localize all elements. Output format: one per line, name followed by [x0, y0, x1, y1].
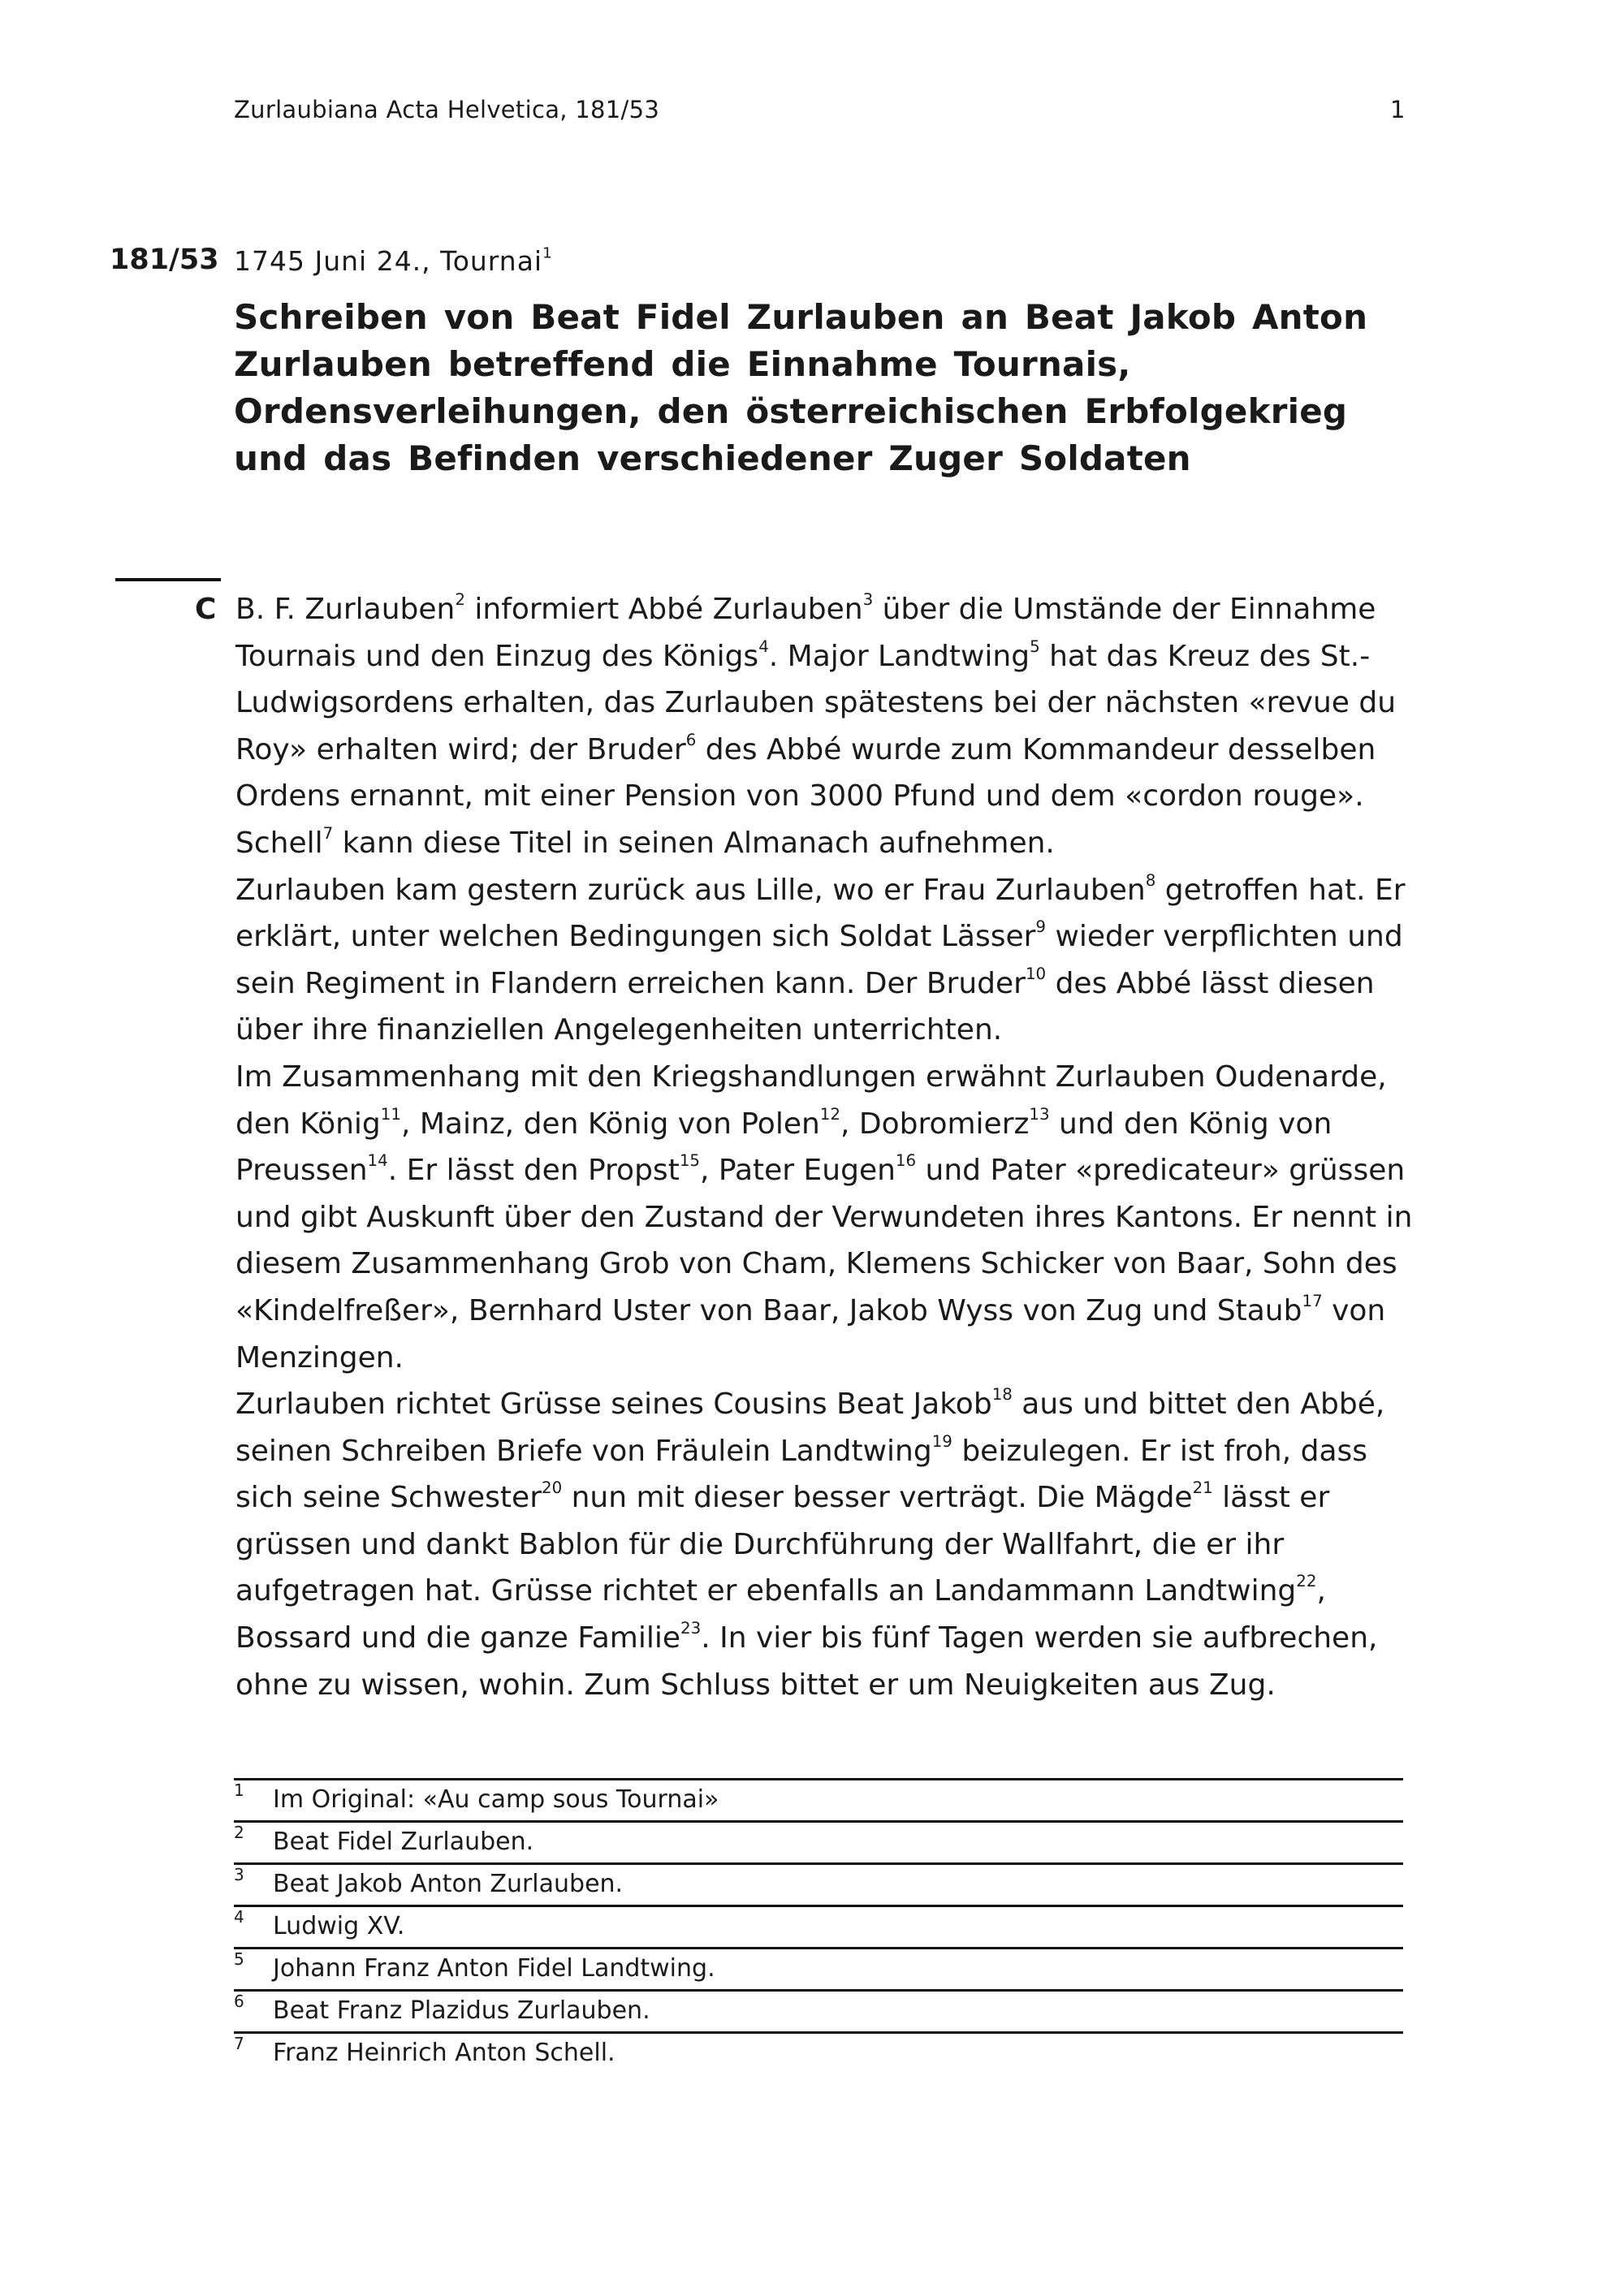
footnote-ref[interactable]: 8	[1145, 870, 1156, 890]
footnote	[234, 1989, 1403, 2031]
summary-text: und Pater «predicateur» grüssen und gibt Auskunft über den Zustand der Verwundeten ihres Kantons. Er nennt in diesem Zusammenhang Grob von Cham, Klemens Schicker von Baar, Sohn des «Kindelfreßer», Bernhard Uster von Baar, Jakob Wyss von Zug und Staub	[235, 1154, 1413, 1327]
footnote-ref[interactable]: 15	[679, 1151, 700, 1171]
summary-text: B. F. Zurlauben	[235, 593, 456, 626]
summary-text: und den König von Preussen	[235, 1107, 1332, 1188]
footnote	[234, 1862, 1403, 1905]
summary-text: hat das Kreuz des St.-Ludwigsordens erhalten, das Zurlauben spätestens bei der nächsten «revue du Roy» erhalten wird; der Bruder	[235, 639, 1397, 766]
summary-text: kann diese Titel in seinen Almanach aufnehmen.	[333, 826, 1055, 860]
footnote-mark: 5	[234, 1949, 244, 1969]
summary-text: , Mainz, den König von Polen	[400, 1107, 820, 1141]
entry-date	[234, 245, 553, 277]
entry-number: 181/53	[110, 244, 219, 276]
summary-text: , Dobromierz	[840, 1107, 1030, 1141]
summary-text: , Bossard und die ganze Familie	[235, 1574, 1326, 1655]
running-head: Zurlaubiana Acta Helvetica, 181/53	[234, 96, 660, 123]
footnote-ref[interactable]: 3	[862, 590, 874, 610]
summary-paragraph	[235, 1381, 1421, 1708]
footnote-ref[interactable]: 21	[1192, 1478, 1213, 1498]
summary-text: . Er lässt den Propst	[387, 1154, 680, 1188]
source-letter: C	[195, 593, 217, 626]
footnote-ref[interactable]: 9	[1035, 917, 1047, 937]
footnote-mark: 1	[234, 1780, 244, 1800]
footnote-ref[interactable]: 18	[991, 1385, 1013, 1405]
footnote-ref[interactable]: 6	[685, 730, 697, 749]
entry-date-text: 1745 Juni 24., Tournai	[234, 245, 543, 277]
footnote-mark: 6	[234, 1992, 244, 2011]
footnote-mark: 7	[234, 2034, 244, 2053]
footnote-ref[interactable]: 19	[931, 1431, 952, 1451]
footnote-ref[interactable]: 1	[542, 244, 553, 262]
summary-text: nun mit dieser besser verträgt. Die Mägde	[562, 1481, 1193, 1515]
footnote-mark: 2	[234, 1823, 244, 1842]
footnotes	[234, 1778, 1403, 2074]
summary-paragraph	[235, 1054, 1421, 1381]
entry-title: Schreiben von Beat Fidel Zurlauben an Beat Jakob Anton Zurlauben betreffend die Einnahme Tournais, Ordensverleihungen, den österreichischen Erbfolgekrieg und das Befinden verschiedener Zuger Soldaten	[234, 297, 1368, 478]
footnote-text: Beat Franz Plazidus Zurlauben.	[273, 1996, 650, 2025]
summary-text: Zurlauben richtet Grüsse seines Cousins Beat Jakob	[235, 1388, 992, 1422]
footnote-ref[interactable]: 7	[322, 824, 334, 844]
summary-text: des Abbé wurde zum Kommandeur desselben Ordens ernannt, mit einer Pension von 3000 Pfund und dem «cordon rouge». Schell	[235, 732, 1376, 860]
footnote-ref[interactable]: 23	[680, 1619, 702, 1638]
summary-text: . In vier bis fünf Tagen werden sie aufbrechen, ohne zu wissen, wohin. Zum Schluss bittet er um Neuigkeiten aus Zug.	[235, 1621, 1378, 1702]
footnote-text: Beat Fidel Zurlauben.	[273, 1828, 534, 1856]
footnote-ref[interactable]: 12	[819, 1104, 840, 1124]
footnote-ref[interactable]: 14	[367, 1151, 388, 1171]
footnote-text: Ludwig XV.	[273, 1912, 405, 1940]
summary-text: von Menzingen.	[235, 1293, 1386, 1375]
page-number: 1	[1390, 96, 1406, 123]
footnote-ref[interactable]: 16	[895, 1151, 917, 1171]
summary-text: . Major Landtwing	[768, 639, 1030, 673]
footnote-ref[interactable]: 22	[1296, 1572, 1317, 1591]
summary-paragraph	[235, 867, 1421, 1054]
footnote	[234, 1820, 1403, 1862]
footnote-ref[interactable]: 20	[542, 1478, 563, 1498]
summary-text: des Abbé lässt diesen über ihre finanziellen Angelegenheiten unterrichten.	[235, 966, 1375, 1047]
footnote	[234, 1905, 1403, 1947]
footnote-ref[interactable]: 13	[1029, 1104, 1050, 1124]
summary-text: getroffen hat. Er erklärt, unter welchen Bedingungen sich Soldat Lässer	[235, 873, 1406, 954]
footnote-text: Im Original: «Au camp sous Tournai»	[273, 1785, 719, 1814]
summary-text: wieder verpflichten und sein Regiment in Flandern erreichen kann. Der Bruder	[235, 920, 1403, 1000]
summary-text: , Pater Eugen	[699, 1154, 896, 1188]
summary-text: Im Zusammenhang mit den Kriegshandlungen erwähnt Zurlauben Oudenarde, den König	[235, 1060, 1387, 1141]
footnote-text: Beat Jakob Anton Zurlauben.	[273, 1870, 624, 1898]
summary-text: aus und bittet den Abbé, seinen Schreiben Briefe von Fräulein Landtwing	[235, 1388, 1385, 1468]
footnote-ref[interactable]: 5	[1030, 637, 1040, 656]
footnote-mark: 3	[234, 1865, 244, 1884]
summary-text: Zurlauben kam gestern zurück aus Lille, wo er Frau Zurlauben	[235, 873, 1146, 907]
summary-text: beizulegen. Er ist froh, dass sich seine Schwester	[235, 1434, 1368, 1515]
summary-text: über die Umstände der Einnahme Tournais und den Einzug des Königs	[235, 593, 1376, 673]
summary-paragraph	[235, 586, 1421, 867]
footnote-ref[interactable]: 4	[758, 637, 769, 656]
summary-text: informiert Abbé Zurlauben	[464, 593, 863, 626]
summary	[235, 586, 1421, 1708]
margin-rule	[115, 578, 221, 581]
footnote	[234, 1947, 1403, 1989]
footnote	[234, 2031, 1403, 2074]
footnote-ref[interactable]: 10	[1025, 964, 1047, 983]
summary-text: lässt er grüssen und dankt Bablon für die Durchführung der Wallfahrt, die er ihr aufgetragen hat. Grüsse richtet er ebenfalls an Landammann Landtwing	[235, 1481, 1330, 1608]
footnote-ref[interactable]: 2	[455, 590, 465, 610]
footnote-text: Franz Heinrich Anton Schell.	[273, 2039, 615, 2067]
footnote-mark: 4	[234, 1907, 244, 1927]
footnote-ref[interactable]: 17	[1302, 1292, 1323, 1311]
footnote-text: Johann Franz Anton Fidel Landtwing.	[273, 1954, 715, 1983]
footnote-ref[interactable]: 11	[380, 1104, 401, 1124]
footnote	[234, 1778, 1403, 1820]
